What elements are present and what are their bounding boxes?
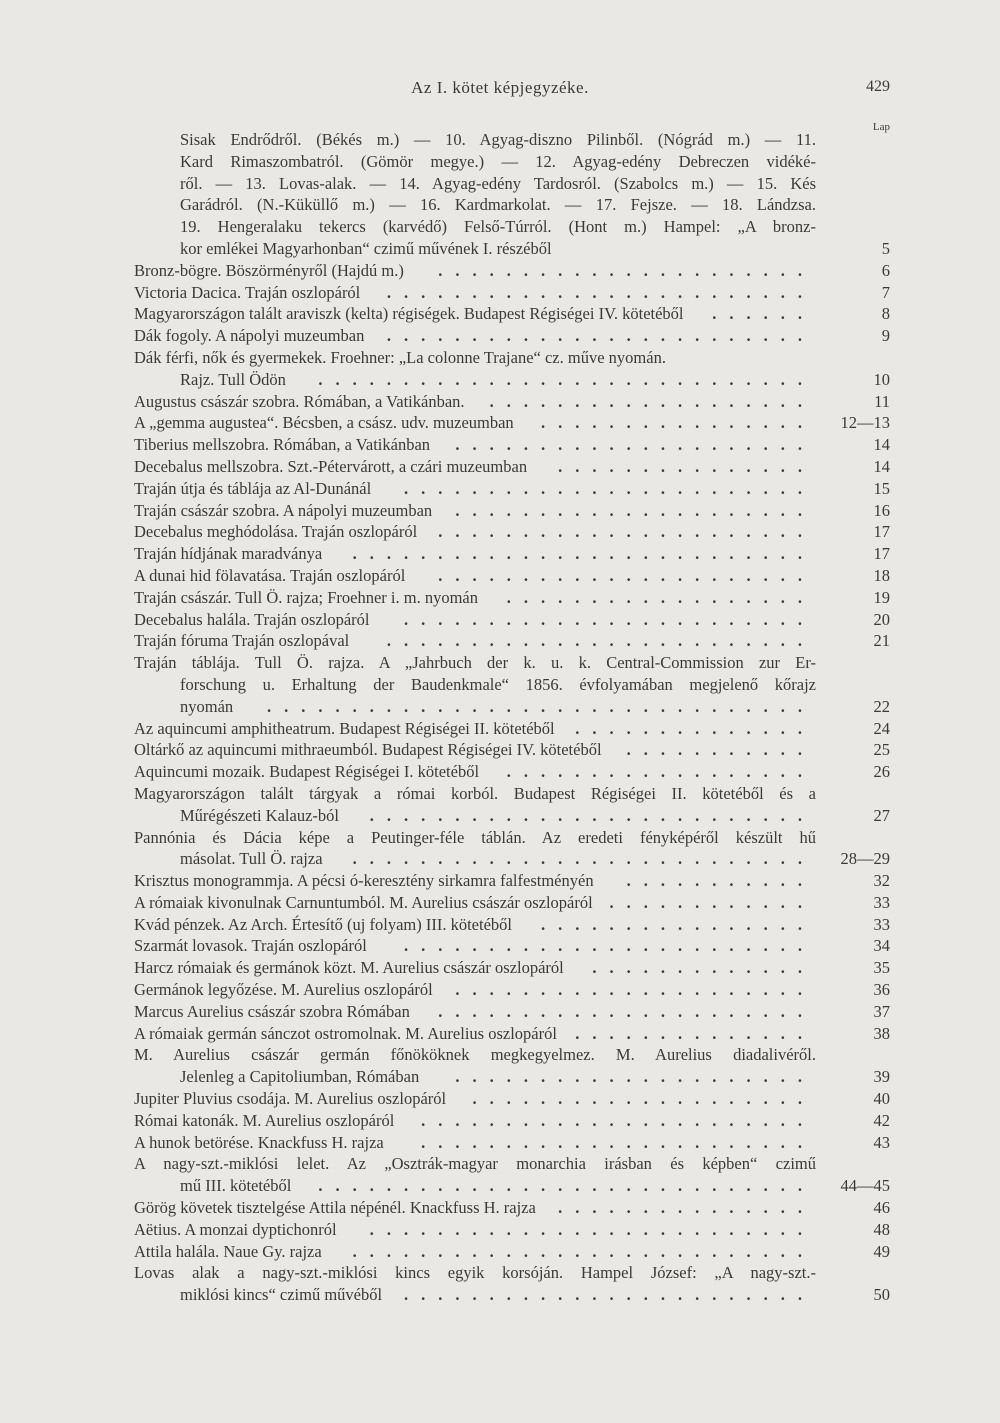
entry-text: Tiberius mellszobra. Rómában, a Vatikánban	[134, 435, 431, 455]
list-item	[0, 1044, 1000, 1066]
entry-page-number: 42	[873, 1110, 890, 1130]
leader-dots: ..................	[506, 762, 815, 782]
entry-text: Magyarországon talált araviszk (kelta) régiségek. Budapest Régiségei IV. kötetéből	[134, 304, 684, 324]
list-item	[0, 347, 1000, 369]
list-item	[0, 1088, 1000, 1110]
entry-text: Traján táblája. Tull Ö. rajza. A „Jahrbuch der k. u. k. Central-Commission zur Er-	[134, 653, 816, 673]
list-item	[0, 1262, 1000, 1284]
list-item	[0, 761, 1000, 783]
entry-page-number: 17	[873, 522, 890, 542]
list-item	[0, 848, 1000, 870]
leader-dots: ........................	[404, 936, 815, 956]
entry-page-number: 27	[873, 805, 890, 825]
entry-text: Szarmát lovasok. Traján oszlopáról	[134, 936, 367, 956]
leader-dots: .............................	[318, 1176, 815, 1196]
page-number: 429	[866, 78, 890, 95]
entry-page-number: 8	[881, 304, 890, 324]
entry-text: Aquincumi mozaik. Budapest Régiségei I. kötetéből	[134, 762, 480, 782]
entry-page-number: 15	[873, 478, 890, 498]
entry-text: Decebalus halála. Traján oszlopáról	[134, 609, 370, 629]
list-item	[0, 456, 1000, 478]
entry-page-number: 11	[874, 391, 890, 411]
leader-dots: ...............	[558, 1198, 815, 1218]
leader-dots: .....................	[455, 980, 815, 1000]
leader-dots: ..............	[575, 1023, 815, 1043]
entry-page-number: 46	[873, 1198, 890, 1218]
entry-page-number: 10	[873, 369, 890, 389]
list-item	[0, 543, 1000, 565]
entry-page-number: 40	[873, 1089, 890, 1109]
list-item	[0, 587, 1000, 609]
entry-text: Traján fóruma Traján oszlopával	[134, 631, 350, 651]
leader-dots: ....................	[472, 1089, 815, 1109]
entry-text: A rómaiak kivonulnak Carnuntumból. M. Aurelius császár oszlopáról	[134, 892, 593, 912]
entry-text: Traján útja és táblája az Al-Dunánál	[134, 478, 372, 498]
leader-dots: .....................	[455, 1067, 815, 1087]
list-item	[0, 260, 1000, 282]
list-item	[0, 827, 1000, 849]
entry-text: mű III. kötetéből	[180, 1176, 292, 1196]
list-item	[0, 303, 1000, 325]
leader-dots: ...........	[626, 871, 815, 891]
leader-dots: ........................	[404, 1285, 815, 1305]
entry-text: másolat. Tull Ö. rajza	[180, 849, 323, 869]
leader-dots: ...........................	[352, 849, 815, 869]
leader-dots: ...................	[489, 391, 815, 411]
entry-page-number: 28—29	[840, 849, 890, 869]
entry-page-number: 38	[873, 1023, 890, 1043]
entry-text: A dunai hid fölavatása. Traján oszlopáról	[134, 565, 406, 585]
entry-text: Aëtius. A monzai dyptichonról	[134, 1219, 337, 1239]
list-item	[0, 129, 1000, 151]
entry-text: A hunok betörése. Knackfuss H. rajza	[134, 1132, 384, 1152]
entry-text: Traján császár szobra. A nápolyi muzeumban	[134, 500, 433, 520]
leader-dots: .......................	[421, 1110, 815, 1130]
leader-dots: ..............	[575, 718, 815, 738]
leader-dots: ................................	[267, 696, 815, 716]
entry-page-number: 16	[873, 500, 890, 520]
list-item	[0, 282, 1000, 304]
list-item	[0, 565, 1000, 587]
entry-page-number: 48	[873, 1219, 890, 1239]
entry-text: Marcus Aurelius császár szobra Rómában	[134, 1001, 410, 1021]
list-item	[0, 1001, 1000, 1023]
list-item	[0, 1197, 1000, 1219]
list-item	[0, 1023, 1000, 1045]
page-title: Az I. kötet képjegyzéke.	[411, 78, 589, 97]
entry-page-number: 25	[873, 740, 890, 760]
entry-page-number: 37	[873, 1001, 890, 1021]
entry-page-number: 35	[873, 958, 890, 978]
list-item	[0, 1132, 1000, 1154]
leader-dots: ......................	[438, 565, 815, 585]
entry-text: forschung u. Erhaltung der Baudenkmale“ 1856. évfolyamában megjelenő kőrajz	[180, 674, 816, 694]
entry-page-number: 19	[873, 587, 890, 607]
entry-text: Jupiter Pluvius csodája. M. Aurelius oszlopáról	[134, 1089, 447, 1109]
list-item	[0, 478, 1000, 500]
entry-page-number: 20	[873, 609, 890, 629]
entry-text: Dák fogoly. A nápolyi muzeumban	[134, 326, 365, 346]
entry-page-number: 33	[873, 892, 890, 912]
leader-dots: .........................	[386, 282, 815, 302]
list-item	[0, 914, 1000, 936]
entry-page-number: 36	[873, 980, 890, 1000]
list-item	[0, 630, 1000, 652]
entry-text: Római katonák. M. Aurelius oszlopáról	[134, 1110, 395, 1130]
list-item	[0, 718, 1000, 740]
entry-text: kor emlékei Magyarhonban“ czimű művének I. részéből	[180, 238, 552, 258]
list-item	[0, 1153, 1000, 1175]
page-column-label: Lap	[872, 121, 890, 133]
entry-text: Attila halála. Naue Gy. rajza	[134, 1241, 322, 1261]
entry-text: Lovas alak a nagy-szt.-miklósi kincs egyik korsóján. Hampel József: „A nagy-szt.-	[134, 1263, 816, 1283]
list-item	[0, 1219, 1000, 1241]
entry-text: nyomán	[180, 696, 234, 716]
list-item	[0, 434, 1000, 456]
entry-text: Pannónia és Dácia képe a Peutinger-féle táblán. Az eredeti fényképéről készült hű	[134, 827, 816, 847]
entry-text: Műrégészeti Kalauz-ból	[180, 805, 339, 825]
leader-dots: .....................	[455, 435, 815, 455]
entry-page-number: 33	[873, 914, 890, 934]
entry-text: Kard Rimaszombatról. (Gömör megye.) — 12. Agyag-edény Debreczen vidéké-	[180, 151, 816, 171]
leader-dots: .......................	[421, 1132, 815, 1152]
entry-text: Decebalus meghódolása. Traján oszlopáról	[134, 522, 418, 542]
leader-dots: .............	[592, 958, 815, 978]
entry-page-number: 12—13	[840, 413, 890, 433]
list-item	[0, 238, 1000, 260]
entry-page-number: 44—45	[840, 1176, 890, 1196]
list-item	[0, 521, 1000, 543]
entry-page-number: 14	[873, 435, 890, 455]
entry-text: Victoria Dacica. Traján oszlopáról	[134, 282, 361, 302]
list-item	[0, 870, 1000, 892]
entry-text: Traján császár. Tull Ö. rajza; Froehner i. m. nyomán	[134, 587, 479, 607]
list-item	[0, 783, 1000, 805]
entry-page-number: 14	[873, 456, 890, 476]
entry-page-number: 9	[881, 326, 890, 346]
list-item	[0, 391, 1000, 413]
leader-dots: ...........	[626, 740, 815, 760]
leader-dots: ..........................	[369, 805, 815, 825]
entry-text: Jelenleg a Capitoliumban, Rómában	[180, 1067, 420, 1087]
entry-text: Görög követek tisztelgése Attila népénél. Knackfuss H. rajza	[134, 1198, 536, 1218]
leader-dots: ............	[609, 892, 815, 912]
entry-page-number: 32	[873, 871, 890, 891]
leader-dots: ..........................	[369, 1219, 815, 1239]
list-item	[0, 216, 1000, 238]
entry-text: A nagy-szt.-miklósi lelet. Az „Osztrák-magyar monarchia irásban és képben“ czimű	[134, 1154, 816, 1174]
entry-text: Germánok legyőzése. M. Aurelius oszlopáról	[134, 980, 433, 1000]
entry-page-number: 17	[873, 544, 890, 564]
entry-text: Bronz-bögre. Böszörményről (Hajdú m.)	[134, 260, 404, 280]
list-item	[0, 1066, 1000, 1088]
list-item	[0, 369, 1000, 391]
entry-page-number: 7	[881, 282, 890, 302]
entry-page-number: 6	[881, 260, 890, 280]
leader-dots: ........................	[404, 478, 815, 498]
entry-text: Harcz rómaiak és germánok közt. M. Aurelius császár oszlopáról	[134, 958, 564, 978]
list-item	[0, 1175, 1000, 1197]
list-item	[0, 500, 1000, 522]
leader-dots: ........................	[404, 609, 815, 629]
list-item	[0, 609, 1000, 631]
leader-dots: .....................	[455, 500, 815, 520]
leader-dots: ......	[712, 304, 815, 324]
entry-page-number: 34	[873, 936, 890, 956]
list-item	[0, 194, 1000, 216]
leader-dots: ...........................	[352, 1241, 815, 1261]
list-item	[0, 325, 1000, 347]
figure-index-list	[0, 129, 1000, 1306]
entry-text: M. Aurelius császár germán főnököknek megkegyelmez. M. Aurelius diadalivéről.	[134, 1045, 816, 1065]
list-item	[0, 151, 1000, 173]
list-item	[0, 1284, 1000, 1306]
list-item	[0, 739, 1000, 761]
entry-page-number: 22	[873, 696, 890, 716]
list-item	[0, 412, 1000, 434]
leader-dots: ......................	[438, 260, 815, 280]
list-item	[0, 957, 1000, 979]
entry-page-number: 21	[873, 631, 890, 651]
entry-page-number: 49	[873, 1241, 890, 1261]
entry-text: Augustus császár szobra. Rómában, a Vatikánban.	[134, 391, 465, 411]
entry-page-number: 5	[881, 238, 890, 258]
list-item	[0, 979, 1000, 1001]
leader-dots: ..................	[506, 587, 815, 607]
leader-dots: .........................	[386, 326, 815, 346]
entry-page-number: 39	[873, 1067, 890, 1087]
entry-text: Krisztus monogrammja. A pécsi ó-keresztény sirkamra falfestményén	[134, 871, 594, 891]
entry-text: Magyarországon talált tárgyak a római korból. Budapest Régiségei II. kötetéből és a	[134, 783, 816, 803]
entry-text: ről. — 13. Lovas-alak. — 14. Agyag-edény Tardosról. (Szabolcs m.) — 15. Kés	[180, 173, 816, 193]
leader-dots: ......................	[438, 1001, 815, 1021]
entry-text: A „gemma augustea“. Bécsben, a csász. udv. muzeumban	[134, 413, 514, 433]
leader-dots: ......................	[438, 522, 815, 542]
entry-text: Kvád pénzek. Az Arch. Értesítő (uj folyam) III. kötetéből	[134, 914, 513, 934]
entry-text: 19. Hengeralaku tekercs (karvédő) Felső-Túrról. (Hont m.) Hampel: „A bronz-	[180, 217, 816, 237]
leader-dots: ...........................	[352, 544, 815, 564]
entry-text: A rómaiak germán sánczot ostromolnak. M. Aurelius oszlopáról	[134, 1023, 557, 1043]
entry-text: Rajz. Tull Ödön	[180, 369, 286, 389]
list-item	[0, 892, 1000, 914]
entry-text: Dák férfi, nők és gyermekek. Froehner: „La colonne Trajane“ cz. műve nyomán.	[134, 347, 666, 367]
leader-dots: ................	[541, 914, 815, 934]
list-item	[0, 173, 1000, 195]
entry-page-number: 24	[873, 718, 890, 738]
list-item	[0, 652, 1000, 674]
entry-text: Sisak Endrődről. (Békés m.) — 10. Agyag-diszno Pilinből. (Nógrád m.) — 11.	[180, 130, 816, 149]
leader-dots: ................	[541, 413, 815, 433]
entry-text: Az aquincumi amphitheatrum. Budapest Régiségei II. kötetéből	[134, 718, 555, 738]
entry-text: miklósi kincs“ czimű művéből	[180, 1285, 383, 1305]
list-item	[0, 805, 1000, 827]
leader-dots: .........................	[386, 631, 815, 651]
list-item	[0, 935, 1000, 957]
entry-page-number: 26	[873, 762, 890, 782]
entry-page-number: 50	[873, 1285, 890, 1305]
list-item	[0, 696, 1000, 718]
entry-text: Garádról. (N.-Küküllő m.) — 16. Kardmarkolat. — 17. Fejsze. — 18. Lándzsa.	[180, 195, 816, 215]
list-item	[0, 1241, 1000, 1263]
entry-text: Decebalus mellszobra. Szt.-Pétervárott, a czári muzeumban	[134, 456, 528, 476]
leader-dots: .............................	[318, 369, 815, 389]
leader-dots: ...............	[558, 456, 815, 476]
entry-text: Oltárkő az aquincumi mithraeumból. Budapest Régiségei IV. kötetéből	[134, 740, 602, 760]
list-item	[0, 674, 1000, 696]
list-item	[0, 1110, 1000, 1132]
entry-page-number: 18	[873, 565, 890, 585]
entry-page-number: 43	[873, 1132, 890, 1152]
entry-text: Traján hídjának maradványa	[134, 544, 323, 564]
